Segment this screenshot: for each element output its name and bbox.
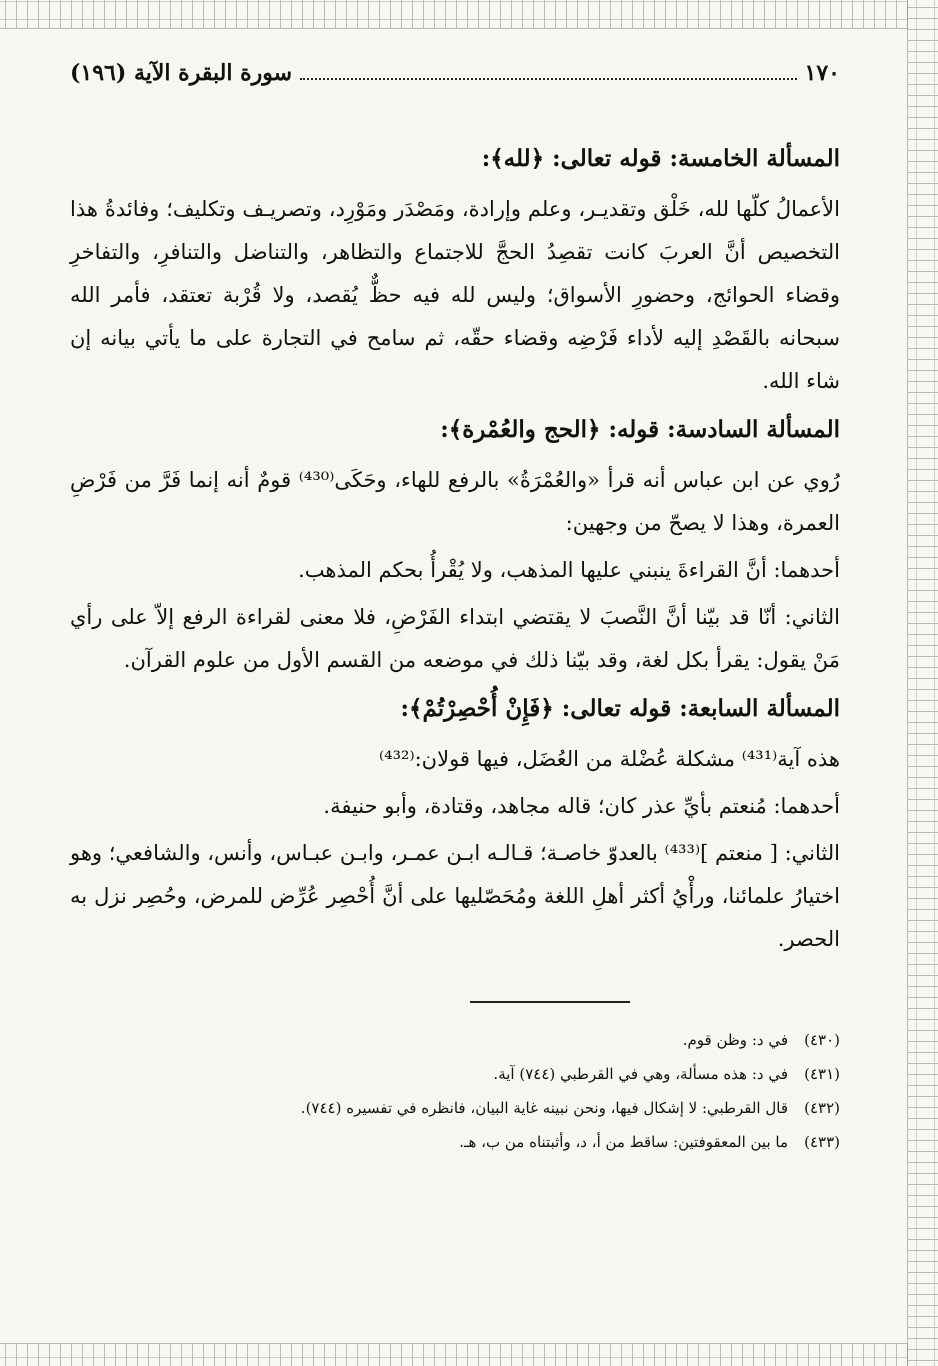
book-page (70, 60, 840, 1159)
decorative-border-bottom (0, 1343, 908, 1366)
paragraph: أحدهما: أنَّ القراءةَ ينبني عليها المذهب، ولا يُقْرأُ بحكم المذهب. (298, 558, 840, 582)
running-header (70, 60, 840, 86)
paragraph: هذه آية⁽⁴³¹⁾ مشكلة عُضْلة من العُضَل، فيها قولان:⁽⁴³²⁾ (379, 747, 840, 771)
decorative-border-top (0, 0, 908, 29)
paragraph: الثاني: [ منعتم ]⁽⁴³³⁾ بالعدوّ خاصـة؛ قـالـه ابـن عمـر، وابـن عبـاس، وأنس، والشافعي؛ وهو اختيارُ علمائنا، ورأْيُ أكثر أهلِ اللغة ومُحَصّليها على أنَّ أُحْصِر عُرِّض للمرض، وحُصِر نزل به الحصر. (70, 841, 840, 951)
section-heading-5: المسألة الخامسة: قوله تعالى: ﴿لله﴾: (481, 145, 840, 172)
section-heading-7: المسألة السابعة: قوله تعالى: ﴿فَإِنْ أُحْصِرْتُمْ﴾: (400, 695, 840, 722)
paragraph: رُوي عن ابن عباس أنه قرأ «والعُمْرَةُ» بالرفع للهاء، وحَكَى⁽⁴³⁰⁾ قومٌ أنه إنما فَرَّ من فَرْضِ العمرة، وهذا لا يصحّ من وجهين: (70, 468, 840, 535)
header-dot-leader (300, 64, 797, 80)
page-number: ١٧٠ (804, 60, 840, 86)
footnote: (٤٣١)في د: هذه مسألة، وهي في القرطبي (٧٤٤) آية. (493, 1065, 840, 1083)
section-heading-6: المسألة السادسة: قوله: ﴿الحج والعُمْرة﴾: (440, 416, 840, 443)
footnote-separator (470, 1001, 630, 1003)
paragraph: الثاني: أنّا قد بيّنا أنَّ النَّصبَ لا يقتضي ابتداء الفَرْضِ، فلا معنى لقراءة الرفع إلاّ على رأي مَنْ يقول: يقرأ بكل لغة، وقد بيّنا ذلك في موضعه من القسم الأول من علوم القرآن. (70, 605, 840, 672)
paragraph: الأعمالُ كلّها لله، خَلْق وتقديـر، وعلم وإرادة، ومَصْدَر ومَوْرِد، وتصريـف وتكليف؛ وفائدةُ هذا التخصيص أنَّ العربَ كانت تقصِدُ الحجَّ للاجتماع والتظاهر، والتناضل والتنافرِ، والتفاخرِ وقضاء الحوائج، وحضورِ الأسواق؛ وليس لله فيه حظٌّ يُقصد، ولا قُرْبة تعتقد، فأمر الله سبحانه بالقَصْدِ إليه لأداء فَرْضِه وقضاء حقّه، ثم سامح في التجارة على ما يأتي بيانه إن شاء الله. (70, 197, 840, 393)
footnotes (70, 1023, 840, 1159)
running-title: سورة البقرة الآية (١٩٦) (70, 60, 293, 86)
decorative-border-right (907, 0, 938, 1366)
footnote: (٤٣٣)ما بين المعقوفتين: ساقط من أ، د، وأثبتناه من ب، هـ. (459, 1133, 840, 1151)
paragraph: أحدهما: مُنعتم بأيِّ عذر كان؛ قاله مجاهد، وقتادة، وأبو حنيفة. (323, 794, 840, 818)
footnote: (٤٣٠)في د: وظن قوم. (682, 1031, 840, 1049)
footnote: (٤٣٢)قال القرطبي: لا إشكال فيها، ونحن نبينه غاية البيان، فانظره في تفسيره (٧٤٤). (300, 1099, 840, 1117)
